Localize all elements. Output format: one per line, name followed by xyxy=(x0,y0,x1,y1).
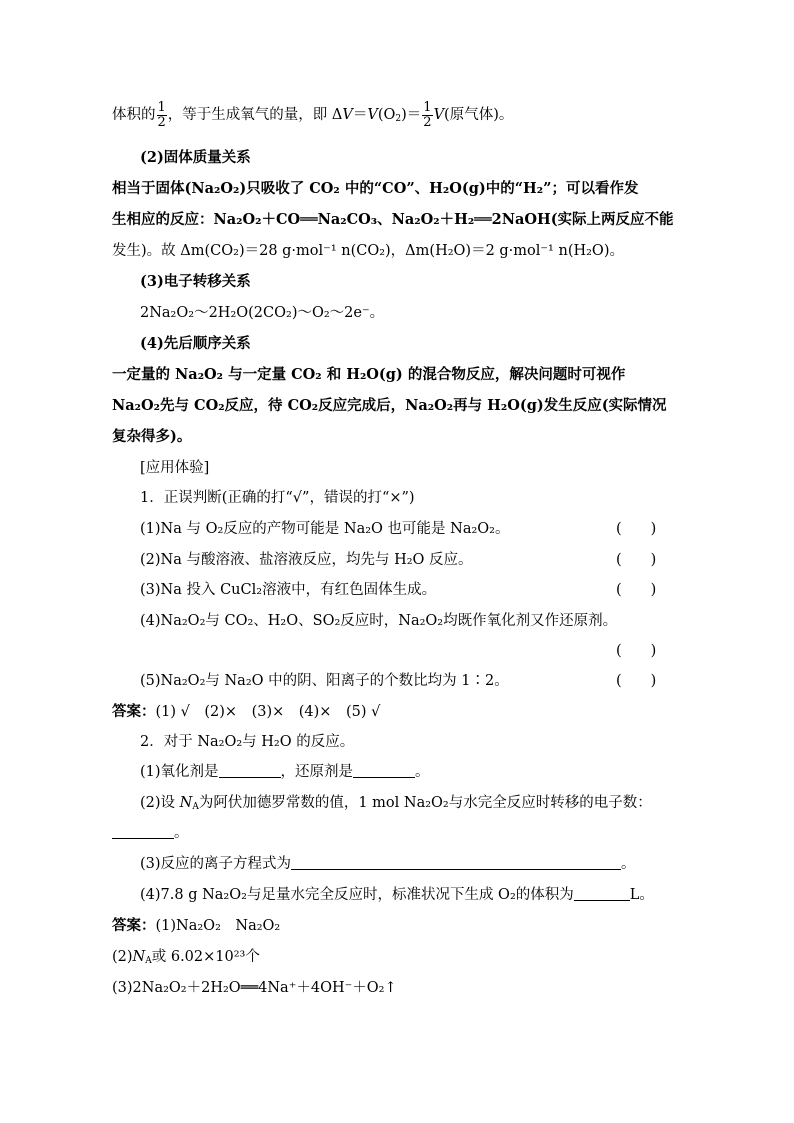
q1-item: (3)Na 投入 CuCl₂溶液中，有红色固体生成。 ( ) xyxy=(0,575,794,605)
answer-label: 答案： xyxy=(112,703,156,720)
blank-input[interactable] xyxy=(353,763,415,779)
order-paragraph-line2: Na₂O₂先与 CO₂反应，待 CO₂反应完成后，Na₂O₂再与 H₂O(g)发生反应(实际情况 xyxy=(112,397,667,414)
heading-order-relation: (4)先后顺序关系 xyxy=(140,335,251,352)
q2-answer-2: $(2)N_A$或 6.02×10²³个 xyxy=(112,949,260,967)
heading-mass-relation: (2)固体质量关系 xyxy=(140,149,251,166)
blank-input[interactable] xyxy=(574,886,630,902)
section-title: [应用体验] xyxy=(140,460,210,476)
blank-input[interactable] xyxy=(291,855,621,871)
question1-title: 1．正误判断(正确的打“√”，错误的打“×”) xyxy=(140,490,415,506)
fraction-half: $\frac{1}{2}$ xyxy=(423,99,432,130)
answer-label: 答案： xyxy=(112,917,156,934)
answer-parentheses[interactable]: ( ) xyxy=(616,643,657,659)
text-fragment: ，等于生成氧气的量，即 Δ xyxy=(167,107,343,123)
q2-part1: (1)氧化剂是 ，还原剂是 。 xyxy=(140,764,430,780)
q2-part2: (2)设 $N_A$为阿伏加德罗常数的值，1 mol Na₂O₂与水完全反应时转移的电子数： xyxy=(140,795,652,813)
heading-electron-transfer: (3)电子转移关系 xyxy=(140,273,251,290)
question2-title: 2．对于 Na₂O₂与 H₂O 的反应。 xyxy=(140,734,355,750)
q2-answer-3: (3)2Na₂O₂＋2H₂O══4Na⁺＋4OH⁻＋O₂↑ xyxy=(112,980,397,996)
blank-input[interactable] xyxy=(219,763,281,779)
mass-paragraph-line1: 相当于固体(Na₂O₂)只吸收了 CO₂ 中的“CO”、H₂O(g)中的“H₂”；可以看作发 xyxy=(112,180,639,197)
volume-relation-line: 体积的 $\frac{1}{2}$ ，等于生成氧气的量，即 $\Delta V=V(O_2)=$ $\frac{1}{2}$ V(原气体)。 xyxy=(112,99,514,130)
q2-part3: (3)反应的离子方程式为 。 xyxy=(140,856,636,872)
q1-item: (5)Na₂O₂与 Na₂O 中的阴、阳离子的个数比均为 1∶2。 ( ) xyxy=(0,666,794,696)
q1-item: (1)Na 与 O₂反应的产物可能是 Na₂O 也可能是 Na₂O₂。 ( ) xyxy=(0,514,794,544)
blank-input[interactable] xyxy=(112,824,174,840)
q2-part2-blank-line: 。 xyxy=(0,818,794,848)
fraction-half: $\frac{1}{2}$ xyxy=(157,99,166,130)
electron-relation: 2Na₂O₂～2H₂O(2CO₂)～O₂～2e⁻。 xyxy=(140,305,385,321)
q1-item-4-paren-line xyxy=(0,636,794,666)
mass-paragraph-line2: 生相应的反应：Na₂O₂＋CO══Na₂CO₃、Na₂O₂＋H₂══2NaOH(实际上两反应不能 xyxy=(112,211,674,228)
q1-answer: 答案：(1) √ (2)× (3)× (4)× (5) √ xyxy=(112,703,381,720)
mass-paragraph-line3: 发生)。故 Δm(CO₂)＝28 g·mol⁻¹ n(CO₂)，Δm(H₂O)＝2 g·mol⁻¹ n(H₂O)。 xyxy=(112,243,624,259)
q2-answer-1: 答案：(1)Na₂O₂ Na₂O₂ xyxy=(112,917,281,934)
q2-part4: (4)7.8 g Na₂O₂与足量水完全反应时，标准状况下生成 O₂的体积为 L。 xyxy=(140,887,654,903)
q1-item: (4)Na₂O₂与 CO₂、H₂O、SO₂反应时，Na₂O₂均既作氧化剂又作还原剂。 xyxy=(140,613,618,629)
text-fragment: 体积的 xyxy=(112,107,156,123)
answer-parentheses[interactable]: ( ) xyxy=(616,673,657,689)
answer-parentheses[interactable]: ( ) xyxy=(616,521,657,537)
answer-parentheses[interactable]: ( ) xyxy=(616,582,657,598)
order-paragraph-line3: 复杂得多)。 xyxy=(112,428,192,445)
q1-item: (2)Na 与酸溶液、盐溶液反应，均先与 H₂O 反应。 ( ) xyxy=(0,545,794,575)
order-paragraph-line1: 一定量的 Na₂O₂ 与一定量 CO₂ 和 H₂O(g) 的混合物反应，解决问题时可视作 xyxy=(112,366,626,383)
answer-parentheses[interactable]: ( ) xyxy=(616,552,657,568)
